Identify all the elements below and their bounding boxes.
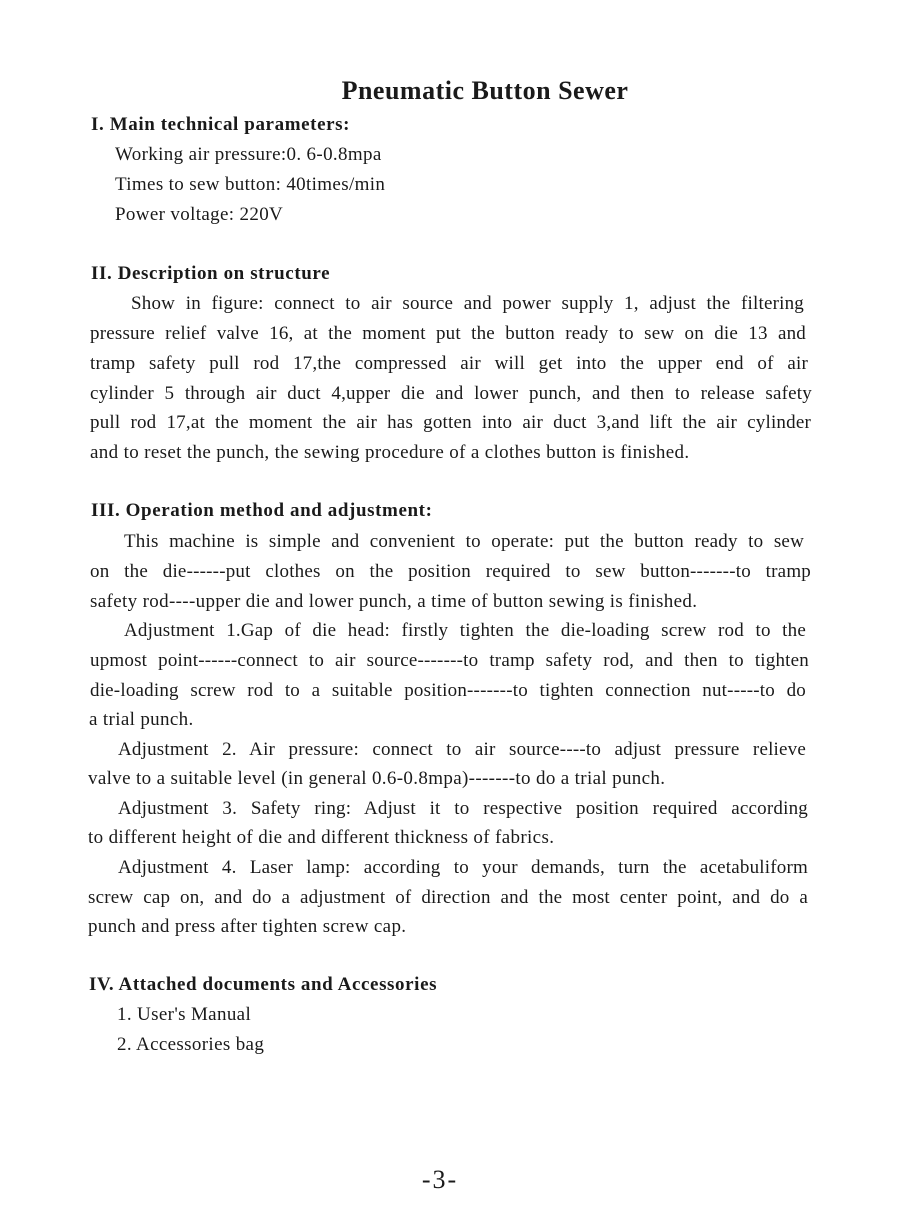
structure-line-1: Show in figure: connect to air source and power supply 1, adjust the filtering: [131, 293, 804, 314]
param-power-voltage: Power voltage: 220V: [115, 204, 284, 225]
adjustment-1-line-2: upmost point------connect to air source-------to tramp safety rod, and then to tighten: [90, 650, 809, 671]
accessory-item-bag: 2. Accessories bag: [117, 1034, 265, 1055]
structure-line-5: pull rod 17,at the moment the air has gotten into air duct 3,and lift the air cylinder: [90, 412, 811, 433]
structure-line-2: pressure relief valve 16, at the moment put the button ready to sew on die 13 and: [90, 323, 806, 344]
section-2-heading: II. Description on structure: [91, 263, 331, 284]
param-sew-rate: Times to sew button: 40times/min: [115, 174, 386, 195]
adjustment-1-line-1: Adjustment 1.Gap of die head: firstly tighten the die-loading screw rod to the: [124, 620, 806, 641]
section-3-heading: III. Operation method and adjustment:: [91, 500, 433, 521]
adjustment-4-line-2: screw cap on, and do a adjustment of direction and the most center point, and do a: [88, 887, 808, 908]
adjustment-4-line-3: punch and press after tighten screw cap.: [88, 916, 407, 937]
page-title: Pneumatic Button Sewer: [341, 76, 629, 105]
adjustment-1-line-3: die-loading screw rod to a suitable position-------to tighten connection nut-----to do: [90, 680, 806, 701]
operation-line-2: on the die------put clothes on the position required to sew button-------to tramp: [90, 561, 811, 582]
adjustment-3-line-2: to different height of die and different thickness of fabrics.: [88, 827, 555, 848]
adjustment-3-line-1: Adjustment 3. Safety ring: Adjust it to respective position required according: [118, 798, 808, 819]
section-4-heading: IV. Attached documents and Accessories: [89, 974, 438, 995]
structure-line-4: cylinder 5 through air duct 4,upper die and lower punch, and then to release safety: [90, 383, 812, 404]
operation-line-1: This machine is simple and convenient to operate: put the button ready to sew: [124, 531, 804, 552]
param-air-pressure: Working air pressure:0. 6-0.8mpa: [115, 144, 382, 165]
adjustment-4-line-1: Adjustment 4. Laser lamp: according to your demands, turn the acetabuliform: [118, 857, 808, 878]
adjustment-2-line-2: valve to a suitable level (in general 0.6-0.8mpa)-------to do a trial punch.: [88, 768, 666, 789]
structure-line-3: tramp safety pull rod 17,the compressed air will get into the upper end of air: [90, 353, 808, 374]
operation-line-3: safety rod----upper die and lower punch, a time of button sewing is finished.: [90, 591, 698, 612]
adjustment-2-line-1: Adjustment 2. Air pressure: connect to air source----to adjust pressure relieve: [118, 739, 806, 760]
page-number: -3-: [421, 1165, 459, 1194]
section-1-heading: I. Main technical parameters:: [91, 114, 351, 135]
adjustment-1-line-4: a trial punch.: [89, 709, 194, 730]
structure-line-6: and to reset the punch, the sewing procedure of a clothes button is finished.: [90, 442, 690, 463]
accessory-item-manual: 1. User's Manual: [117, 1004, 252, 1025]
